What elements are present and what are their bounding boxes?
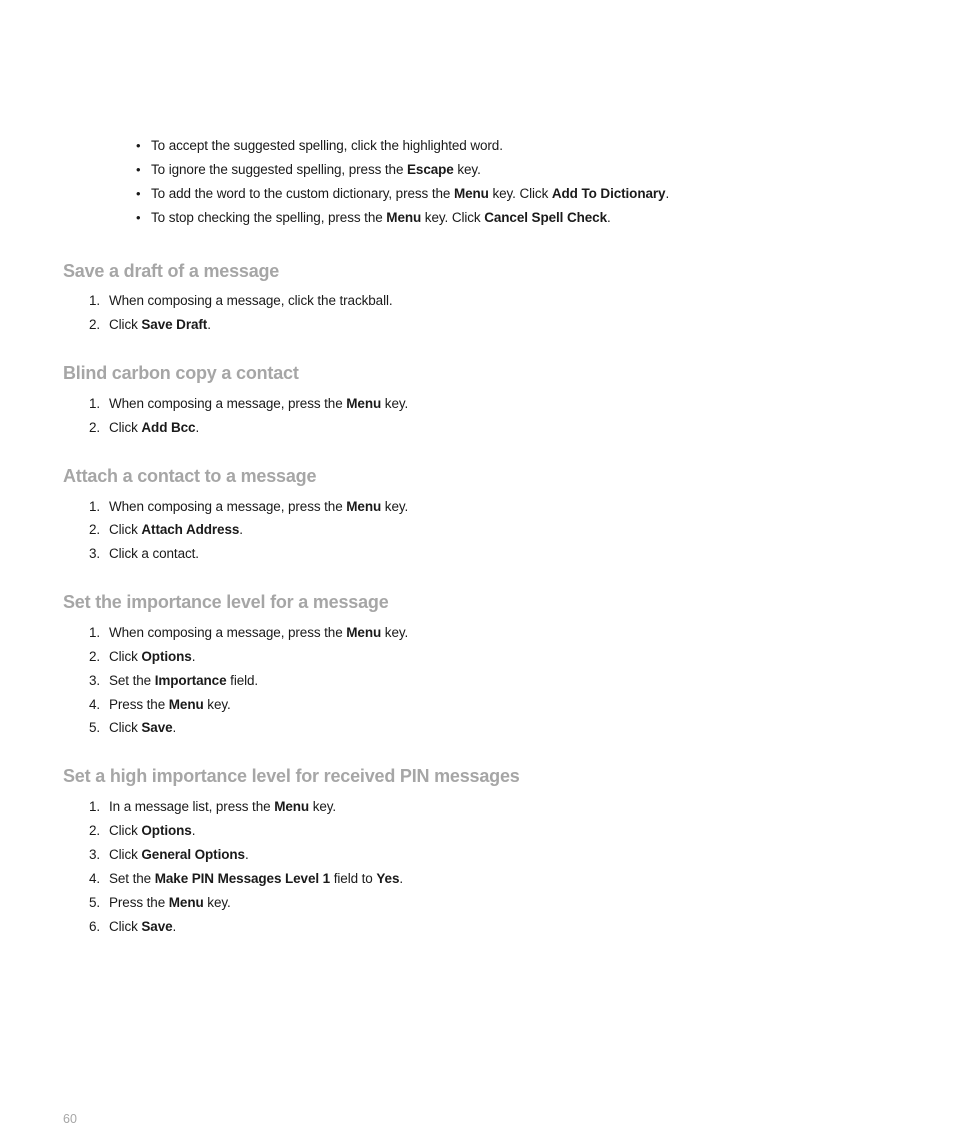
step-number: 2. <box>88 420 100 435</box>
page-number: 60 <box>63 1112 77 1126</box>
bullet-glyph: • <box>136 162 141 177</box>
step-text: Click Options. <box>109 823 196 838</box>
bullet-text: To add the word to the custom dictionary, press the Menu key. Click Add To Dictionary. <box>151 186 670 201</box>
step-number: 1. <box>88 499 100 514</box>
bullet-glyph: • <box>136 210 141 225</box>
step-number: 1. <box>88 799 100 814</box>
step-text: Press the Menu key. <box>109 895 231 910</box>
step-number: 2. <box>88 649 100 664</box>
section-heading-save-draft: Save a draft of a message <box>63 261 280 281</box>
section-heading-importance: Set the importance level for a message <box>63 592 389 612</box>
section-heading-bcc: Blind carbon copy a contact <box>63 363 299 383</box>
step-number: 3. <box>88 673 100 688</box>
step-text: Press the Menu key. <box>109 697 231 712</box>
step-number: 1. <box>88 293 100 308</box>
step-text: Click a contact. <box>109 546 199 561</box>
step-number: 1. <box>88 396 100 411</box>
step-text: Set the Make PIN Messages Level 1 field to Yes. <box>109 871 404 886</box>
step-number: 4. <box>88 697 100 712</box>
step-text: In a message list, press the Menu key. <box>109 799 337 814</box>
step-number: 4. <box>88 871 100 886</box>
step-text: When composing a message, press the Menu key. <box>109 396 409 411</box>
step-number: 6. <box>88 919 100 934</box>
step-number: 2. <box>88 317 100 332</box>
step-text: When composing a message, press the Menu key. <box>109 499 409 514</box>
step-text: Click Save Draft. <box>109 317 211 332</box>
step-text: Click Save. <box>109 720 177 735</box>
step-text: When composing a message, click the trackball. <box>109 293 393 308</box>
step-text: Click Attach Address. <box>109 522 243 537</box>
step-text: When composing a message, press the Menu key. <box>109 625 409 640</box>
step-number: 5. <box>88 895 100 910</box>
bullet-text: To ignore the suggested spelling, press the Escape key. <box>151 162 481 177</box>
bullet-text: To accept the suggested spelling, click the highlighted word. <box>151 138 503 153</box>
step-text: Click Add Bcc. <box>109 420 200 435</box>
bullet-glyph: • <box>136 186 141 201</box>
section-heading-pin-importance: Set a high importance level for received PIN messages <box>63 766 520 786</box>
step-text: Click Options. <box>109 649 196 664</box>
step-number: 2. <box>88 522 100 537</box>
section-heading-attach-contact: Attach a contact to a message <box>63 466 317 486</box>
step-number: 3. <box>88 546 100 561</box>
step-number: 3. <box>88 847 100 862</box>
step-number: 5. <box>88 720 100 735</box>
step-number: 2. <box>88 823 100 838</box>
bullet-glyph: • <box>136 138 141 153</box>
step-text: Set the Importance field. <box>109 673 259 688</box>
bullet-text: To stop checking the spelling, press the Menu key. Click Cancel Spell Check. <box>151 210 611 225</box>
step-text: Click General Options. <box>109 847 249 862</box>
step-number: 1. <box>88 625 100 640</box>
step-text: Click Save. <box>109 919 177 934</box>
